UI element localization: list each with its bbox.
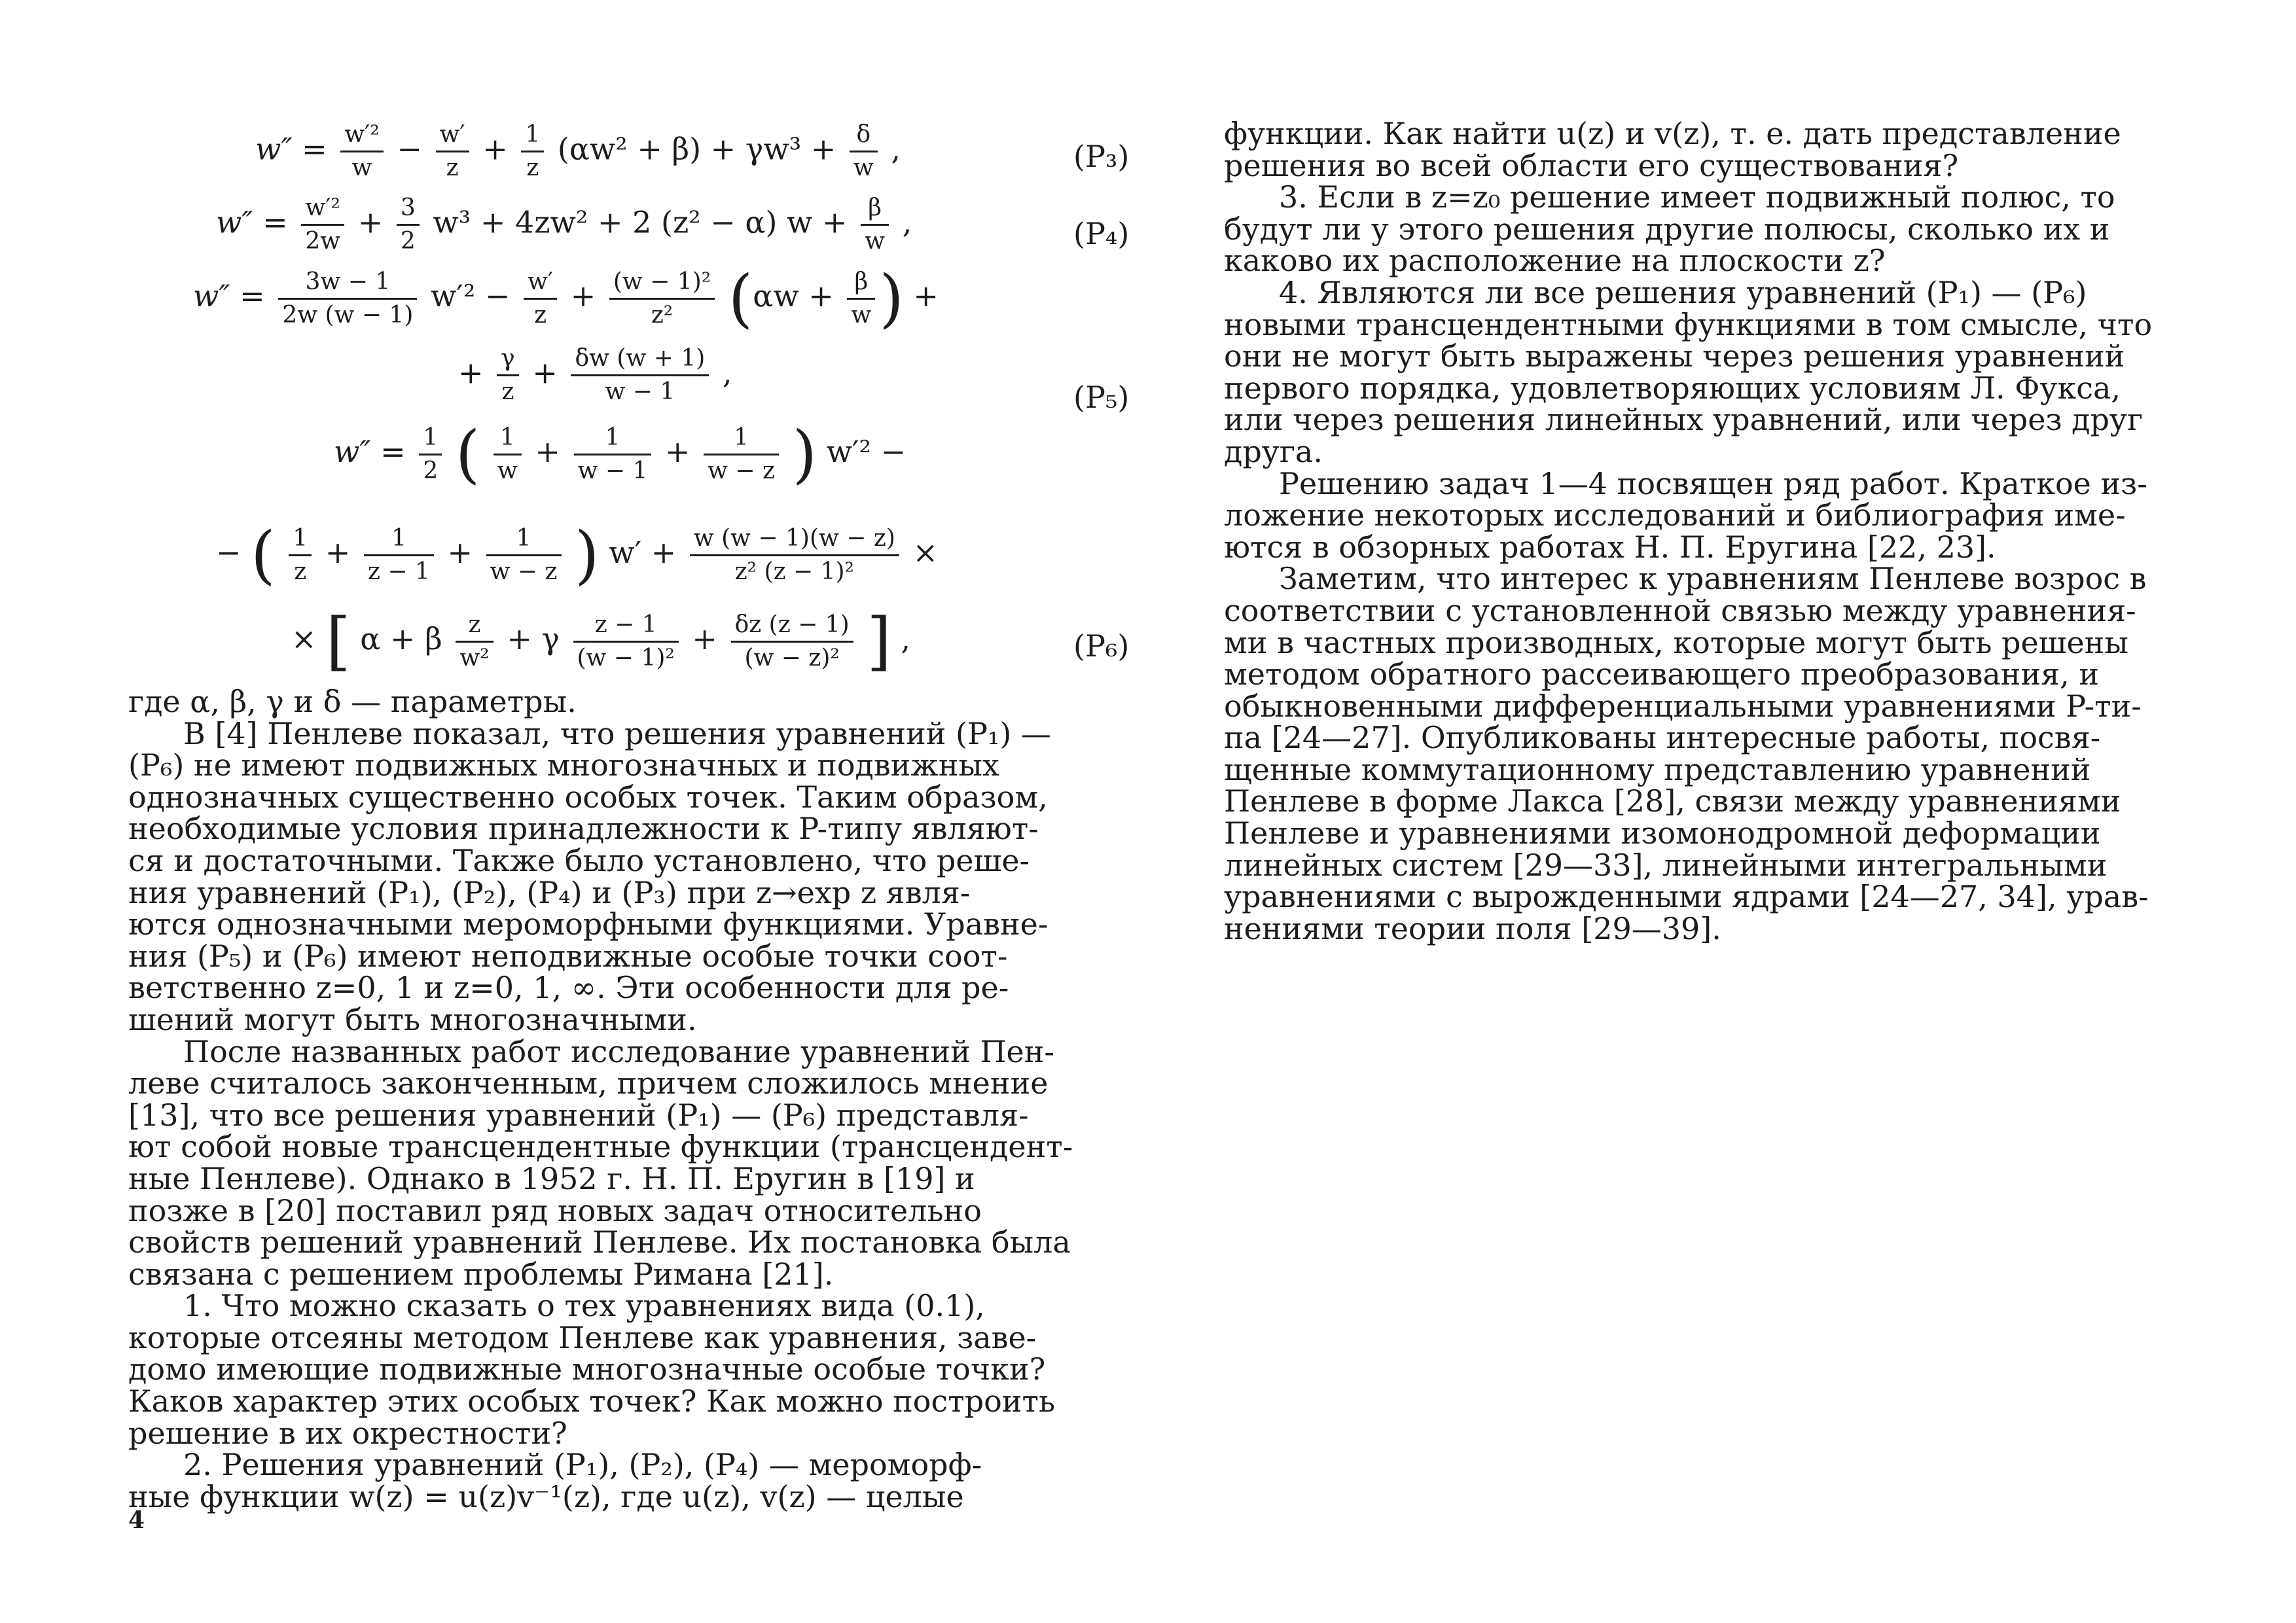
text-line: ми в частных производных, которые могут быть решены xyxy=(1224,624,2128,660)
fraction: $\frac{1}{2}$ xyxy=(419,426,442,483)
text-line: новыми трансцендентными функциями в том смысле, что xyxy=(1224,306,2153,342)
text-line: обыкновенными дифференциальными уравнениями P-ти- xyxy=(1224,688,2142,724)
fraction: $\frac{\delta w (w + 1)}{w - 1}$ xyxy=(571,347,709,404)
fraction: $\frac{\delta}{w}$ xyxy=(850,123,878,180)
text-line: ные Пенлеве). Однако в 1952 г. Н. П. Еругин в [19] и xyxy=(128,1160,975,1196)
right-text-column xyxy=(1224,118,2229,944)
text-line: или через решения линейных уравнений, или через друг xyxy=(1224,402,2144,438)
text-line: Каков характер этих особых точек? Как можно построить xyxy=(128,1383,1056,1419)
text-line: уравнениями с вырожденными ядрами [24—27, 34], урав- xyxy=(1224,879,2149,915)
text-line: однозначных существенно особых точек. Таким образом, xyxy=(128,779,1048,815)
text-line: соответствии с установленной связью между уравнения- xyxy=(1224,592,2136,628)
text-line: па [24—27]. Опубликованы интересные работы, посвя- xyxy=(1224,720,2101,756)
fraction: $\frac{3w - 1}{2w (w - 1)}$ xyxy=(278,270,417,327)
text-line: щенные коммутационному представлению уравнений xyxy=(1224,751,2091,787)
text-line: После названных работ исследование уравнений Пен- xyxy=(183,1033,1054,1069)
equation-p3: w″ = $\frac{\text{w′²}}{w}$ − $\frac{w'}{z}$ + $\frac{1}{z}$ (αw² + β) + γw³ + $\frac{\delta}{w}$ , xyxy=(255,121,901,181)
fraction: $\frac{1}{z}$ xyxy=(289,527,312,584)
text-line: В [4] Пенлеве показал, что решения уравнений (P₁) — xyxy=(183,715,1051,751)
text-line: Пенлеве и уравнениями изомонодромной деформации xyxy=(1224,815,2101,851)
fraction: $\frac{\delta z (z - 1)}{\text{(w − z)²}}$ xyxy=(731,613,853,670)
text-line: ют собой новые трансцендентные функции (трансцендент- xyxy=(128,1129,1073,1165)
left-text-column xyxy=(128,686,1121,1512)
text-line: ные функции w(z) = u(z)v⁻¹(z), где u(z), v(z) — целые xyxy=(128,1478,964,1514)
fraction: $\frac{\beta}{w}$ xyxy=(861,196,889,253)
text-line: первого порядка, удовлетворяющих условиям Л. Фукса, xyxy=(1224,370,2121,406)
text-line: Решению задач 1—4 посвящен ряд работ. Краткое из- xyxy=(1279,465,2147,501)
equation-p6-line2: − ( $\frac{1}{z}$ + $\frac{1}{z - 1}$ + $\frac{1}{w - z}$ ) w′ + $\frac{w (w - 1)(w - z)}{\text{z² (z − 1)²}}$ × xyxy=(216,518,939,592)
text-line: методом обратного рассеивающего преобразования, и xyxy=(1224,656,2100,692)
text-line: ся и достаточными. Также было установлено, что реше- xyxy=(128,842,1030,878)
fraction: $\frac{1}{w}$ xyxy=(493,426,522,483)
fraction: $\frac{3}{2}$ xyxy=(397,196,420,253)
fraction: $\frac{\text{w′²}}{2w}$ xyxy=(301,196,344,253)
text-line: ются однозначными мероморфными функциями. Уравне- xyxy=(128,906,1049,942)
text-line: ния уравнений (P₁), (P₂), (P₄) и (P₃) при z→exp z явля- xyxy=(128,874,971,910)
equation-tag-p3: (P₃) xyxy=(1073,139,1130,174)
text-line: будут ли у этого решения другие полюсы, сколько их и xyxy=(1224,211,2110,247)
text-line: линейных систем [29—33], линейными интегральными xyxy=(1224,847,2108,883)
text-line: решение в их окрестности? xyxy=(128,1415,567,1451)
text-line: домо имеющие подвижные многозначные особые точки? xyxy=(128,1351,1046,1387)
fraction: $\frac{1}{z - 1}$ xyxy=(364,527,434,584)
fraction: $\frac{w (w - 1)(w - z)}{\text{z² (z − 1)²}}$ xyxy=(690,527,899,584)
equation-p6-line1: w″ = $\frac{1}{2}$ ( $\frac{1}{w}$ + $\frac{1}{w - 1}$ + $\frac{1}{w - z}$ ) w′² − xyxy=(334,418,906,491)
fraction: $\frac{w'}{z}$ xyxy=(436,123,469,180)
text-line: позже в [20] поставил ряд новых задач относительно xyxy=(128,1192,982,1228)
text-line: друга. xyxy=(1224,433,1323,469)
page-number: 4 xyxy=(128,1507,145,1534)
fraction: $\frac{1}{w - 1}$ xyxy=(574,426,652,483)
fraction: $\frac{z - 1}{\text{(w − 1)²}}$ xyxy=(573,613,679,670)
fraction: $\frac{z}{\text{w²}}$ xyxy=(456,613,493,670)
text-line: (P₆) не имеют подвижных многозначных и подвижных xyxy=(128,747,999,783)
equation-p5-line1: w″ = $\frac{3w - 1}{2w (w - 1)}$ w′² − $\frac{w'}{z}$ + $\frac{\text{(w − 1)²}}{\text{z²}}$ (αw + $\frac{\beta}{w}$ ) + xyxy=(193,262,939,335)
text-line: Пенлеве в форме Лакса [28], связи между уравнениями xyxy=(1224,783,2121,819)
fraction: $\frac{\text{(w − 1)²}}{\text{z²}}$ xyxy=(609,270,715,327)
text-line: они не могут быть выражены через решения уравнений xyxy=(1224,338,2125,374)
right-page xyxy=(1148,0,2296,1623)
fraction: $\frac{\text{w′²}}{w}$ xyxy=(340,123,383,180)
equation-p4: w″ = $\frac{\text{w′²}}{2w}$ + $\frac{3}{2}$ w³ + 4zw² + 2 (z² − α) w + $\frac{\beta}{w}$ , xyxy=(216,194,912,255)
equation-p5-line2: + $\frac{\gamma}{z}$ + $\frac{\delta w (w + 1)}{w - 1}$ , xyxy=(458,345,732,405)
text-line: нениями теории поля [29—39]. xyxy=(1224,910,1721,946)
text-line: леве считалось законченным, причем сложилось мнение xyxy=(128,1065,1049,1101)
fraction: $\frac{1}{z}$ xyxy=(521,123,544,180)
fraction: $\frac{\gamma}{z}$ xyxy=(497,347,519,404)
text-line: необходимые условия принадлежности к P-типу являют- xyxy=(128,811,1039,847)
text-line: 2. Решения уравнений (P₁), (P₂), (P₄) — мероморф- xyxy=(183,1447,982,1483)
fraction: $\frac{1}{w - z}$ xyxy=(486,527,562,584)
text-line: 3. Если в z=z₀ решение имеет подвижный полюс, то xyxy=(1279,179,2115,215)
text-line: шений могут быть многозначными. xyxy=(128,1001,697,1037)
text-line: где α, β, γ и δ — параметры. xyxy=(128,684,577,719)
equation-tag-p6: (P₆) xyxy=(1073,628,1130,664)
text-line: Заметим, что интерес к уравнениям Пенлеве возрос в xyxy=(1279,561,2147,597)
text-line: 4. Являются ли все решения уравнений (P₁) — (P₆) xyxy=(1279,274,2087,310)
text-line: ются в обзорных работах Н. П. Еругина [22, 23]. xyxy=(1224,529,1996,565)
equation-p6-line3: × [ α + β $\frac{z}{\text{w²}}$ + γ $\frac{z - 1}{\text{(w − 1)²}}$ + $\frac{\delta z (z - 1)}{\text{(w − z)²}}$ ] , xyxy=(291,605,911,678)
equation-tag-p4: (P₄) xyxy=(1073,216,1130,251)
fraction: $\frac{1}{w - z}$ xyxy=(704,426,779,483)
text-line: функции. Как найти u(z) и v(z), т. е. дать представление xyxy=(1224,116,2121,151)
text-line: 1. Что можно сказать о тех уравнениях вида (0.1), xyxy=(183,1288,985,1324)
text-line: каково их расположение на плоскости z? xyxy=(1224,243,1886,279)
text-line: свойств решений уравнений Пенлеве. Их постановка была xyxy=(128,1224,1071,1260)
text-line: [13], что все решения уравнений (P₁) — (P₆) представля- xyxy=(128,1097,1029,1133)
text-line: связана с решением проблемы Римана [21]. xyxy=(128,1256,834,1292)
fraction: $\frac{\beta}{w}$ xyxy=(847,270,875,327)
fraction: $\frac{w'}{z}$ xyxy=(524,270,557,327)
equation-tag-p5: (P₅) xyxy=(1073,380,1130,415)
text-line: ложение некоторых исследований и библиография име- xyxy=(1224,497,2126,533)
text-line: ния (P₅) и (P₆) имеют неподвижные особые точки соот- xyxy=(128,938,1008,974)
text-line: которые отсеяны методом Пенлеве как уравнения, заве- xyxy=(128,1319,1037,1355)
text-line: ветственно z=0, 1 и z=0, 1, ∞. Эти особенности для ре- xyxy=(128,970,1009,1006)
text-line: решения во всей области его существования? xyxy=(1224,147,1959,183)
